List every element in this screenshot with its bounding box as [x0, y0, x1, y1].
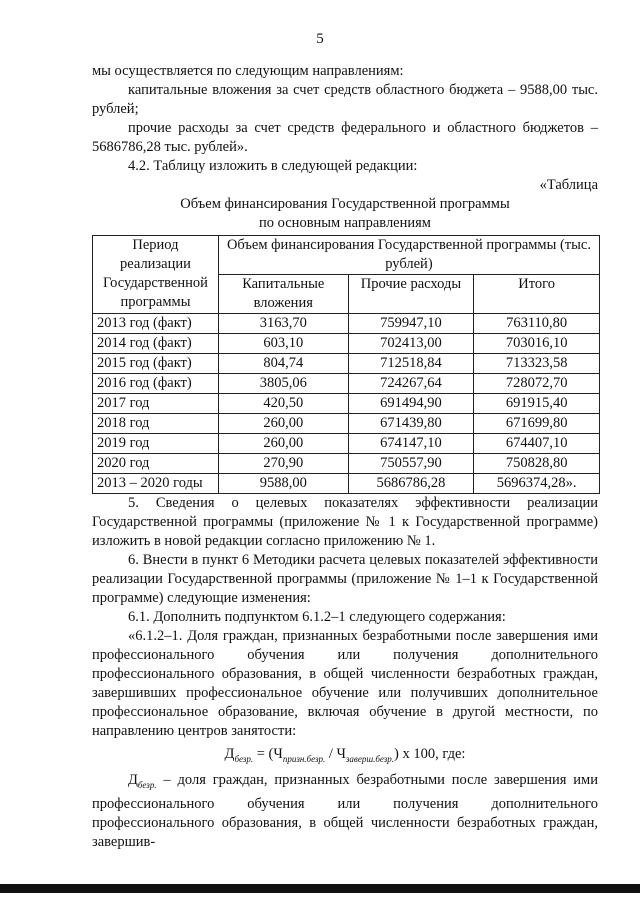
period-cell: 2013 год (факт) [93, 314, 219, 334]
table-total-row [93, 474, 600, 494]
total-cell: 5696374,28». [474, 474, 600, 494]
period-header: Период реализации Государственной программы [93, 236, 219, 314]
total-cell: 763110,80 [474, 314, 600, 334]
period-cell: 2019 год [93, 434, 219, 454]
total-cell: 750828,80 [474, 454, 600, 474]
paragraph: 4.2. Таблицу изложить в следующей редакции: [128, 158, 418, 174]
table-row [93, 314, 600, 334]
other-header: Прочие расходы [348, 275, 474, 314]
other-cell: 712518,84 [348, 354, 474, 374]
period-cell: 2017 год [93, 394, 219, 414]
table-caption-line2: по основным направлениям [259, 215, 431, 231]
period-cell: 2014 год (факт) [93, 334, 219, 354]
capital-cell: 260,00 [218, 434, 348, 454]
table-row [93, 454, 600, 474]
other-cell: 750557,90 [348, 454, 474, 474]
formula-ch2-subscript: заверш.безр. [345, 753, 395, 764]
total-cell: 713323,58 [474, 354, 600, 374]
paragraph: 6.1. Дополнить подпунктом 6.1.2–1 следующего содержания: [128, 609, 506, 625]
table-row [93, 414, 600, 434]
other-cell: 759947,10 [348, 314, 474, 334]
definition-paragraph [92, 771, 598, 852]
table-row [93, 434, 600, 454]
period-cell: 2013 – 2020 годы [93, 474, 219, 494]
period-cell: 2018 год [93, 414, 219, 434]
capital-cell: 3163,70 [218, 314, 348, 334]
capital-cell: 3805,06 [218, 374, 348, 394]
capital-cell: 420,50 [218, 394, 348, 414]
total-cell: 691915,40 [474, 394, 600, 414]
table-header-row [93, 236, 600, 275]
page-number: 5 [316, 31, 324, 47]
capital-cell: 9588,00 [218, 474, 348, 494]
formula-slash: / Ч [325, 746, 346, 762]
capital-header: Капитальные вложения [218, 275, 348, 314]
other-cell: 691494,90 [348, 394, 474, 414]
other-cell: 671439,80 [348, 414, 474, 434]
definition-text: – доля граждан, признанных безработными после завершения ими профессионального обучения или получения дополнительного профессионального образования, в общей численности безработных граждан, завершив- [92, 771, 598, 850]
table-row [93, 334, 600, 354]
formula-eq-open: = (Ч [253, 746, 283, 762]
financing-table [92, 235, 600, 494]
definition-d-subscript: безр. [137, 779, 157, 790]
table-row [93, 394, 600, 414]
table-caption-line1: Объем финансирования Государственной программы [180, 196, 510, 212]
capital-cell: 804,74 [218, 354, 348, 374]
formula-d: Д [224, 746, 235, 762]
paragraph: «6.1.2–1. Доля граждан, признанных безработными после завершения ими профессионального обучения или получения дополнительного профессионального образования, в общей численности безработных граждан, завершивших профессиональное обучение или получивших дополнительное профессиональное образование, включая обучение в другой местности, по направлению центров занятости: [92, 628, 598, 739]
volume-header: Объем финансирования Государственной программы (тыс. рублей) [218, 236, 599, 275]
paragraph: капитальные вложения за счет средств областного бюджета – 9588,00 тыс. рублей; [92, 82, 598, 117]
total-header: Итого [474, 275, 600, 314]
paragraph: прочие расходы за счет средств федерального и областного бюджетов – 5686786,28 тыс. рублей». [92, 120, 598, 155]
definition-d: Д [128, 771, 138, 788]
capital-cell: 260,00 [218, 414, 348, 434]
document-body [92, 62, 598, 852]
total-cell: 703016,10 [474, 334, 600, 354]
period-cell: 2020 год [93, 454, 219, 474]
formula [92, 745, 598, 769]
other-cell: 724267,64 [348, 374, 474, 394]
other-cell: 674147,10 [348, 434, 474, 454]
table-label: «Таблица [539, 177, 598, 193]
total-cell: 674407,10 [474, 434, 600, 454]
formula-ch1-subscript: призн.безр. [282, 753, 326, 764]
other-cell: 5686786,28 [348, 474, 474, 494]
table-row [93, 374, 600, 394]
capital-cell: 603,10 [218, 334, 348, 354]
period-cell: 2015 год (факт) [93, 354, 219, 374]
scan-edge-bar [0, 884, 640, 893]
formula-d-subscript: безр. [234, 753, 254, 764]
formula-tail: ) х 100, где: [394, 746, 466, 762]
total-cell: 671699,80 [474, 414, 600, 434]
total-cell: 728072,70 [474, 374, 600, 394]
paragraph: 5. Сведения о целевых показателях эффективности реализации Государственной программы (приложение № 1 к Государственной программе) изложить в новой редакции согласно приложению № 1. [92, 495, 598, 549]
other-cell: 702413,00 [348, 334, 474, 354]
table-row [93, 354, 600, 374]
period-cell: 2016 год (факт) [93, 374, 219, 394]
capital-cell: 270,90 [218, 454, 348, 474]
paragraph: 6. Внести в пункт 6 Методики расчета целевых показателей эффективности реализации Государственной программы (приложение № 1–1 к Государственной программе) следующие изменения: [92, 552, 598, 606]
paragraph: мы осуществляется по следующим направлениям: [92, 63, 404, 79]
